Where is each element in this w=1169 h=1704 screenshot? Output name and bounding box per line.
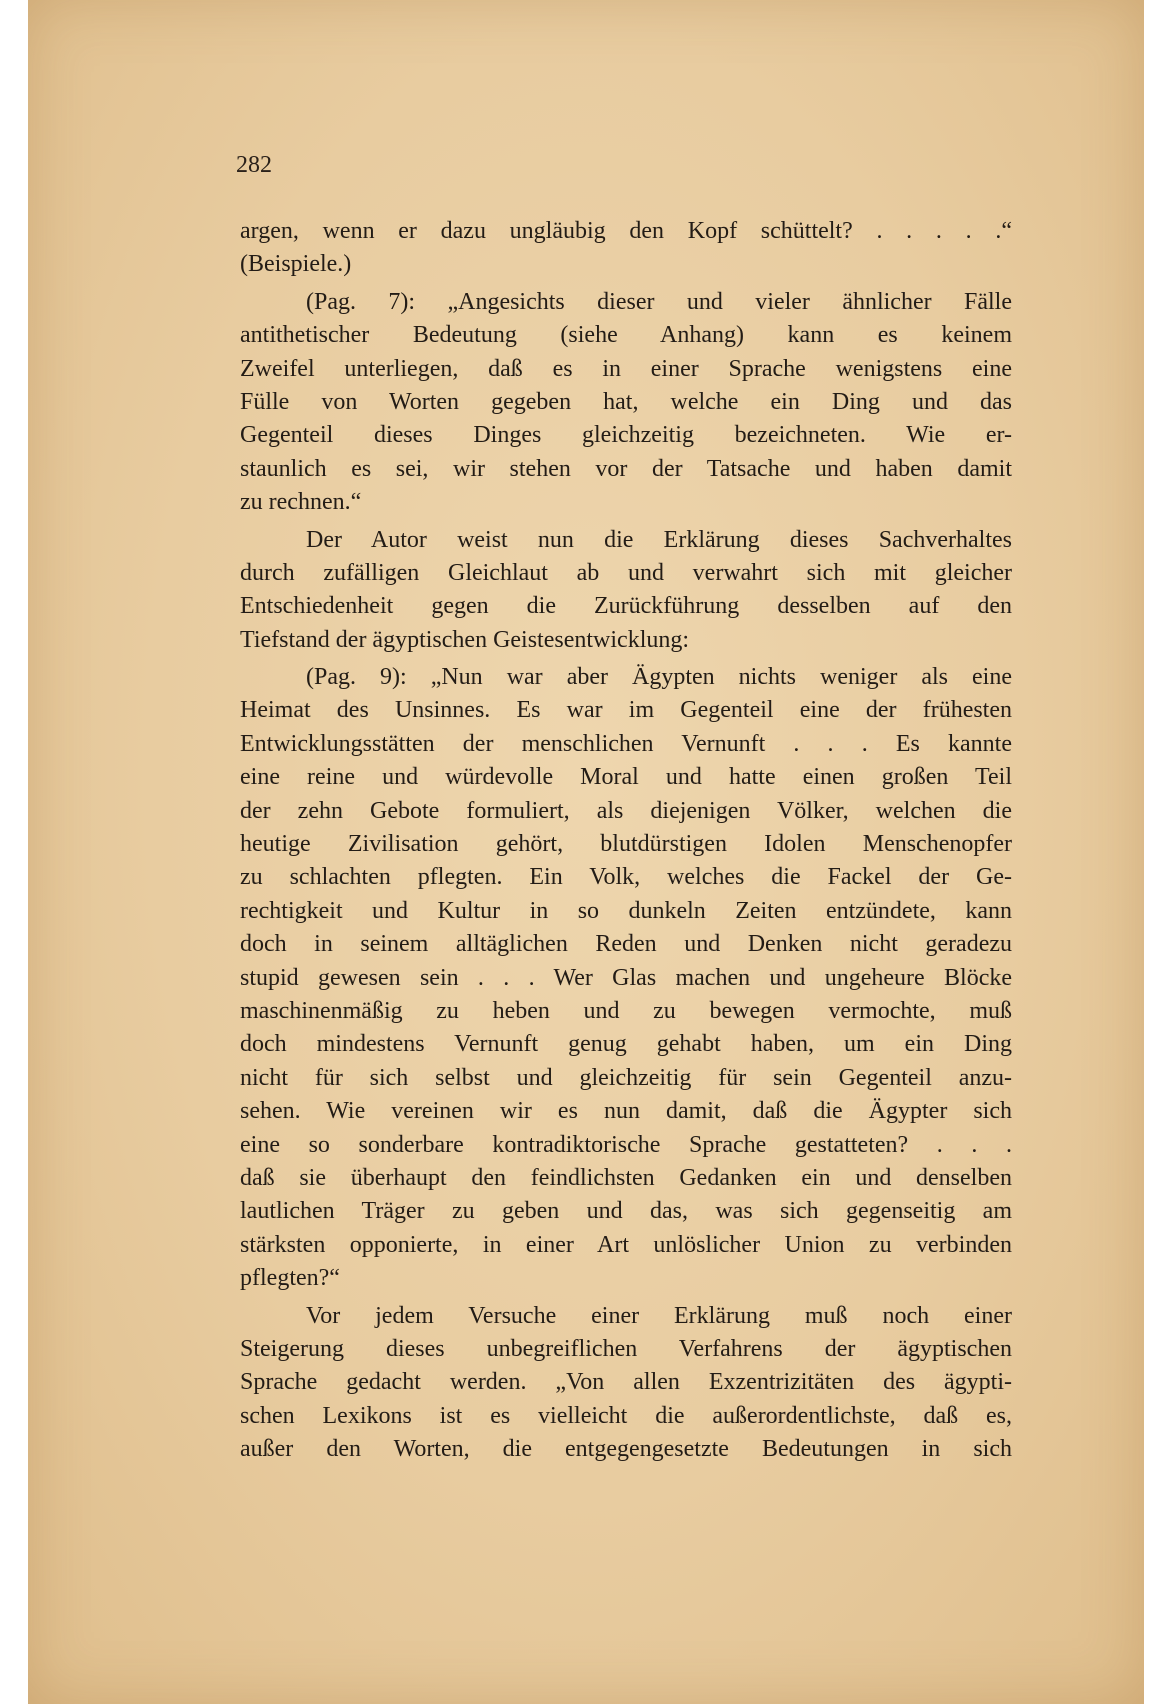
text-line: Der Autor weist nun die Erklärung dieses Sachverhaltes <box>306 526 1012 553</box>
text-line: lautlichen Träger zu geben und das, was sich gegenseitig am <box>240 1198 1012 1225</box>
text-line: durch zufälligen Gleichlaut ab und verwahrt sich mit gleicher <box>240 559 1012 586</box>
text-line: sehen. Wie vereinen wir es nun damit, daß die Ägypter sich <box>240 1098 1012 1125</box>
text-line: (Pag. 9): „Nun war aber Ägypten nichts weniger als eine <box>306 664 1012 691</box>
text-line: außer den Worten, die entgegengesetzte Bedeutungen in sich <box>240 1436 1012 1463</box>
text-line: Entschiedenheit gegen die Zurückführung desselben auf den <box>240 593 1012 620</box>
text-line: nicht für sich selbst und gleichzeitig für sein Gegenteil anzu- <box>240 1064 1012 1091</box>
page-number: 282 <box>236 152 272 178</box>
text-line: pflegten?“ <box>240 1265 340 1292</box>
text-line: Zweifel unterliegen, daß es in einer Sprache wenigstens eine <box>240 355 1012 382</box>
book-page <box>28 0 1144 1704</box>
text-line: stupid gewesen sein . . . Wer Glas machen und ungeheure Blöcke <box>240 964 1012 991</box>
body-text <box>240 215 1012 1466</box>
text-line: eine so sonderbare kontradiktorische Sprache gestatteten? . . . <box>240 1131 1012 1158</box>
text-line: rechtigkeit und Kultur in so dunkeln Zeiten entzündete, kann <box>240 897 1012 924</box>
text-line: (Pag. 7): „Angesichts dieser und vieler ähnlicher Fälle <box>306 288 1012 315</box>
text-line: stärksten opponierte, in einer Art unlöslicher Union zu verbinden <box>240 1231 1012 1258</box>
text-line: antithetischer Bedeutung (siehe Anhang) kann es keinem <box>240 322 1012 349</box>
text-line: (Beispiele.) <box>240 251 352 278</box>
text-line: Fülle von Worten gegeben hat, welche ein Ding und das <box>240 388 1012 415</box>
text-line: Sprache gedacht werden. „Von allen Exzentrizitäten des ägypti- <box>240 1369 1012 1396</box>
text-line: Heimat des Unsinnes. Es war im Gegenteil eine der frühesten <box>240 697 1012 724</box>
text-line: zu schlachten pflegten. Ein Volk, welches die Fackel der Ge- <box>240 864 1012 891</box>
text-line: maschinenmäßig zu heben und zu bewegen vermochte, muß <box>240 997 1012 1024</box>
text-line: zu rechnen.“ <box>240 489 362 516</box>
text-line: staunlich es sei, wir stehen vor der Tatsache und haben damit <box>240 455 1012 482</box>
text-line: der zehn Gebote formuliert, als diejenigen Völker, welchen die <box>240 797 1012 824</box>
text-line: Gegenteil dieses Dinges gleichzeitig bezeichneten. Wie er- <box>240 422 1012 449</box>
text-line: Vor jedem Versuche einer Erklärung muß noch einer <box>306 1302 1012 1329</box>
text-line: doch in seinem alltäglichen Reden und Denken nicht geradezu <box>240 931 1012 958</box>
text-line: doch mindestens Vernunft genug gehabt haben, um ein Ding <box>240 1031 1012 1058</box>
text-line: eine reine und würdevolle Moral und hatte einen großen Teil <box>240 764 1012 791</box>
text-line: heutige Zivilisation gehört, blutdürstigen Idolen Menschenopfer <box>240 831 1012 858</box>
text-line: daß sie überhaupt den feindlichsten Gedanken ein und denselben <box>240 1164 1012 1191</box>
text-line: argen, wenn er dazu ungläubig den Kopf schüttelt? . . . . .“ <box>240 218 1012 244</box>
text-line: Tiefstand der ägyptischen Geistesentwicklung: <box>240 626 690 653</box>
text-line: schen Lexikons ist es vielleicht die außerordentlichste, daß es, <box>240 1402 1012 1429</box>
text-line: Entwicklungsstätten der menschlichen Vernunft . . . Es kannte <box>240 730 1012 757</box>
text-line: Steigerung dieses unbegreiflichen Verfahrens der ägyptischen <box>240 1335 1012 1362</box>
